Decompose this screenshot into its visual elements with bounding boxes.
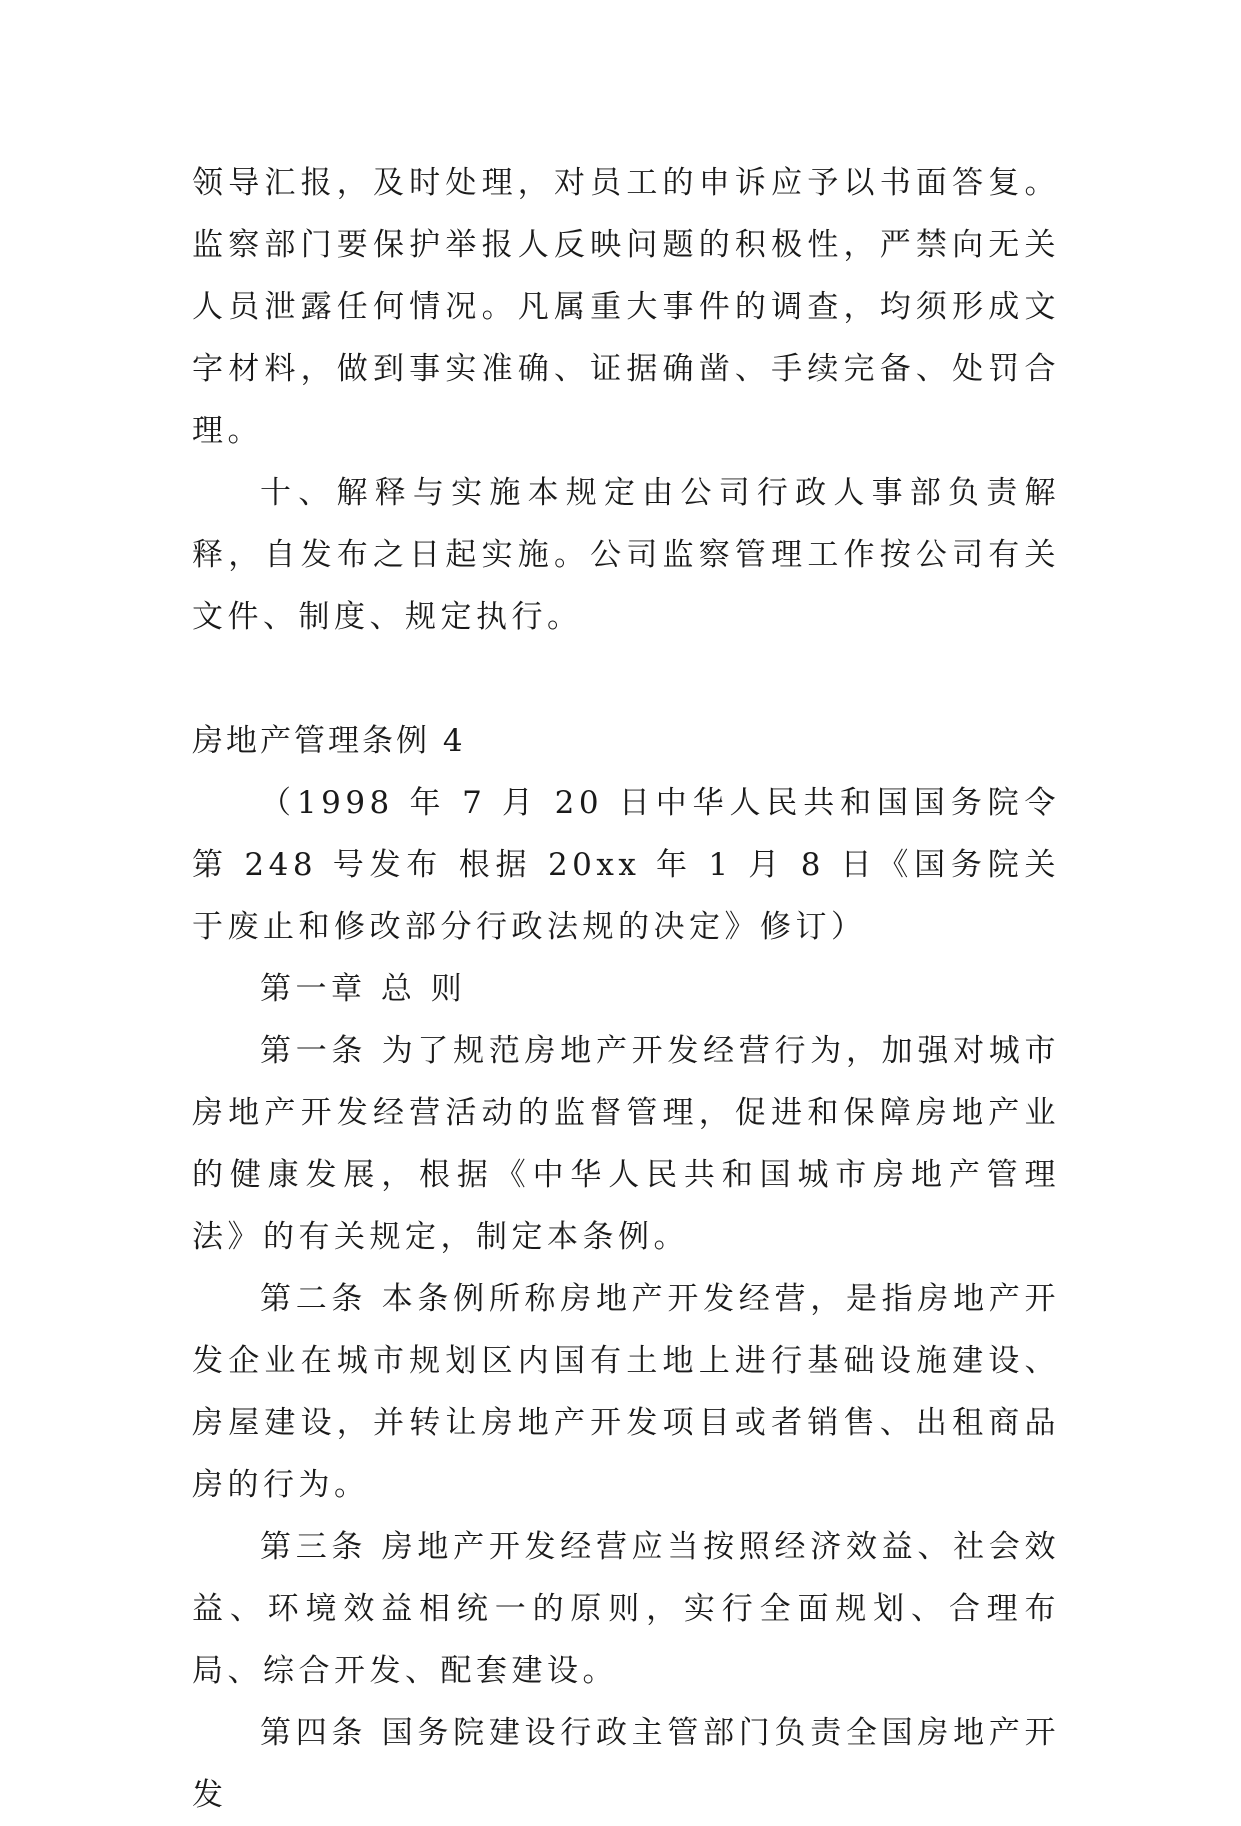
article-2: 第二条 本条例所称房地产开发经营，是指房地产开发企业在城市规划区内国有土地上进行基础设施建设、房屋建设，并转让房地产开发项目或者销售、出租商品房的行为。: [192, 1281, 1060, 1503]
article-3: 第三条 房地产开发经营应当按照经济效益、社会效益、环境效益相统一的原则，实行全面规划、合理布局、综合开发、配套建设。: [192, 1529, 1060, 1689]
paragraph-continuation: 领导汇报，及时处理，对员工的申诉应予以书面答复。监察部门要保护举报人反映问题的积极性，严禁向无关人员泄露任何情况。凡属重大事件的调查，均须形成文字材料，做到事实准确、证据确凿、手续完备、处罚合理。: [192, 165, 1060, 449]
paragraph-promulgation-note: （1998 年 7 月 20 日中华人民共和国国务院令第 248 号发布 根据 20xx 年 1 月 8 日《国务院关于废止和修改部分行政法规的决定》修订）: [192, 785, 1060, 945]
section-gap: [192, 648, 1060, 710]
document-body: [192, 152, 1060, 1826]
article-4: 第四条 国务院建设行政主管部门负责全国房地产开发: [192, 1715, 1060, 1813]
section-title: 房地产管理条例 4: [192, 723, 466, 759]
chapter-heading: 第一章 总 则: [260, 971, 467, 1007]
paragraph-explanation: 十、解释与实施本规定由公司行政人事部负责解释，自发布之日起实施。公司监察管理工作按公司有关文件、制度、规定执行。: [192, 475, 1060, 635]
article-1: 第一条 为了规范房地产开发经营行为，加强对城市房地产开发经营活动的监督管理，促进和保障房地产业的健康发展，根据《中华人民共和国城市房地产管理法》的有关规定，制定本条例。: [192, 1033, 1060, 1255]
